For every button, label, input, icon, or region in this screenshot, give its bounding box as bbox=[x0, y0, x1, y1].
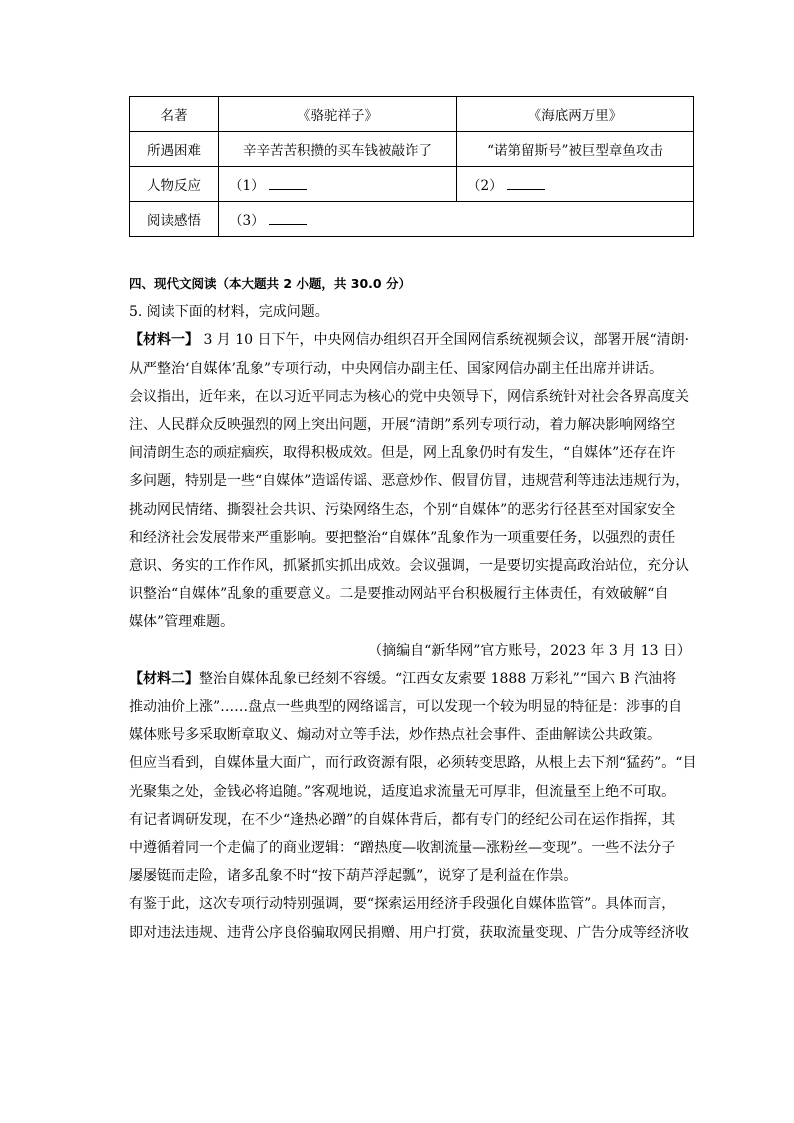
table-cell-answer-2 bbox=[457, 167, 694, 202]
answer-label: （2） bbox=[467, 178, 503, 194]
material-2-tag: 【材料二】 bbox=[129, 670, 199, 687]
material-1-line: 【材料一】 3 月 10 日下午，中央网信办组织召开全国网信系统视频会议，部署开展“清朗· bbox=[129, 332, 690, 349]
material-1-line: 会议指出，近年来，在以习近平同志为核心的党中央领导下，网信系统针对社会各界高度关 bbox=[129, 388, 689, 405]
material-1-line: 注、人民群众反映强烈的网上突出问题，开展“清朗”系列专项行动，着力解决影响网络空 bbox=[129, 417, 676, 434]
reading-section bbox=[129, 270, 701, 947]
material-1-tag: 【材料一】 bbox=[129, 332, 199, 349]
table-cell: 所遇困难 bbox=[130, 132, 219, 167]
table-row bbox=[130, 202, 694, 237]
comparison-table bbox=[129, 96, 694, 237]
table-cell: 名著 bbox=[130, 97, 219, 132]
material-1-line: 和经济社会发展带来严重影响。要把整治“自媒体”乱象作为一项重要任务，以强烈的责任 bbox=[129, 529, 676, 546]
material-1-source: （摘编自“新华网”官方账号，2023 年 3 月 13 日） bbox=[368, 642, 691, 659]
material-1-line: 媒体”管理难题。 bbox=[129, 614, 235, 631]
material-1-line: 间清朗生态的顽症痼疾，取得积极成效。但是，网上乱象仍时有发生，“自媒体”还存在许 bbox=[129, 445, 676, 462]
table-cell-answer-1 bbox=[219, 167, 457, 202]
material-2-line: 屡屡铤而走险，诸多乱象不时“按下葫芦浮起瓢”，说穿了是利益在作祟。 bbox=[129, 868, 578, 885]
material-2-line: 媒体账号多采取断章取义、煽动对立等手法，炒作热点社会事件、歪曲解读公共政策。 bbox=[129, 727, 661, 744]
answer-label: （3） bbox=[229, 213, 265, 229]
table-row bbox=[130, 132, 694, 167]
material-1-line: 识整治“自媒体”乱象的重要意义。二是要推动网站平台积极履行主体责任，有效破解“自 bbox=[129, 586, 669, 603]
material-1-line: 意识、务实的工作作风，抓紧抓实抓出成效。会议强调，一是要切实提高政治站位，充分认 bbox=[129, 558, 689, 575]
table-cell: 阅读感悟 bbox=[130, 202, 219, 237]
material-2-line: 推动油价上涨”……盘点一些典型的网络谣言，可以发现一个较为明显的特征是：涉事的自 bbox=[129, 699, 683, 716]
answer-blank bbox=[269, 210, 307, 225]
material-2-line: 光聚集之处，金钱必将追随。”客观地说，适度追求流量无可厚非，但流量至上绝不可取。 bbox=[129, 783, 676, 800]
material-2-line: 有鉴于此，这次专项行动特别强调，要“探索运用经济手段强化自媒体监管”。具体而言， bbox=[129, 896, 676, 913]
material-2-line: 即对违法违规、违背公序良俗骗取网民捐赠、用户打赏，获取流量变现、广告分成等经济收 bbox=[129, 924, 689, 941]
table-cell: 辛辛苦苦积攒的买车钱被敲诈了 bbox=[219, 132, 457, 167]
table-cell: 《骆驼祥子》 bbox=[219, 97, 457, 132]
material-1-line: 从严整治‘自媒体’乱象”专项行动，中央网信办副主任、国家网信办副主任出席并讲话。 bbox=[129, 360, 664, 377]
material-1-line: 多问题，特别是一些“自媒体”造谣传谣、恶意炒作、假冒仿冒，违规营利等违法违规行为， bbox=[129, 473, 690, 490]
material-2-line: 【材料二】整治自媒体乱象已经刻不容缓。“江西女友索要 1888 万彩礼”“国六 B 汽油将 bbox=[129, 670, 677, 687]
table-row bbox=[130, 167, 694, 202]
table-header-row bbox=[130, 97, 694, 132]
material-2-line: 有记者调研发现，在不少“逢热必蹭”的自媒体背后，都有专门的经纪公司在运作指挥，其 bbox=[129, 811, 676, 828]
table-cell: 《海底两万里》 bbox=[457, 97, 694, 132]
table-cell: “诺第留斯号”被巨型章鱼攻击 bbox=[457, 132, 694, 167]
question-prompt: 5. 阅读下面的材料，完成问题。 bbox=[129, 304, 329, 321]
material-2-line: 中遵循着同一个走偏了的商业逻辑：“蹭热度—收割流量—涨粉丝—变现”。一些不法分子 bbox=[129, 840, 676, 857]
material-2-line: 但应当看到，自媒体量大面广，而行政资源有限，必须转变思路，从根上去下剂“猛药”。“目 bbox=[129, 755, 697, 772]
table-cell: 人物反应 bbox=[130, 167, 219, 202]
answer-label: （1） bbox=[229, 178, 265, 194]
material-1-line: 挑动网民情绪、撕裂社会共识、污染网络生态，个别“自媒体”的恶劣行径甚至对国家安全 bbox=[129, 501, 676, 518]
section-title: 四、现代文阅读（本大题共 2 小题，共 30.0 分） bbox=[129, 276, 411, 291]
answer-blank bbox=[507, 175, 545, 190]
table-cell-answer-3 bbox=[219, 202, 694, 237]
answer-blank bbox=[269, 175, 307, 190]
